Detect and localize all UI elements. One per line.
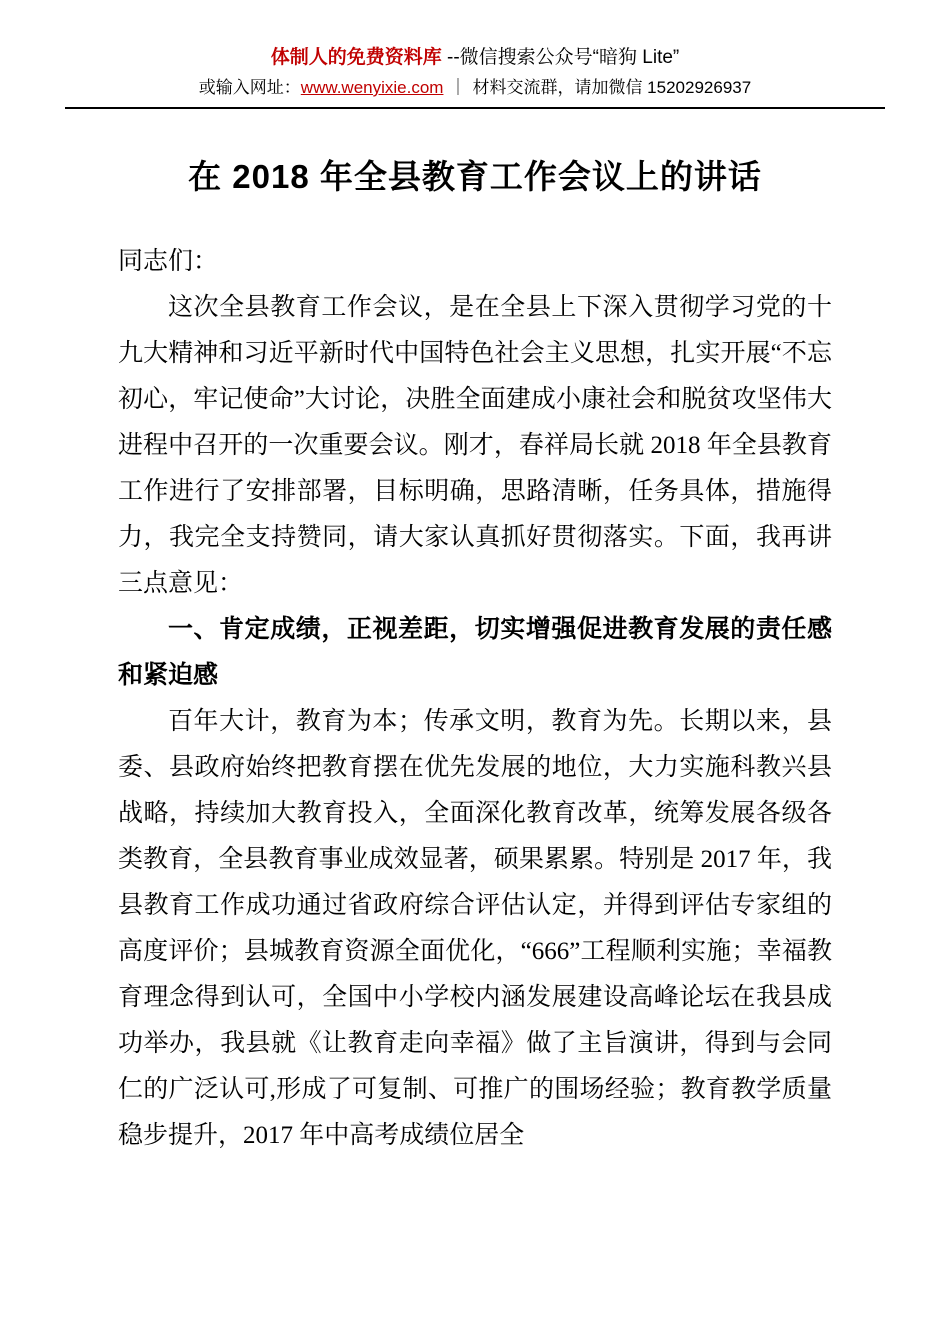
promo-brand-text: 体制人的免费资料库 xyxy=(270,47,442,68)
promo-separator: ｜ xyxy=(449,78,467,97)
promo-header-line-2 xyxy=(0,74,950,101)
header-divider xyxy=(65,107,885,109)
document-body xyxy=(0,155,950,1159)
section-heading-1: 一、肯定成绩，正视差距，切实增强促进教育发展的责任感和紧迫感 xyxy=(118,616,832,689)
promo-url-prefix: 或输入网址： xyxy=(198,78,301,97)
salutation: 同志们： xyxy=(118,248,219,275)
page-title: 在 2018 年全县教育工作会议上的讲话 xyxy=(188,158,762,195)
promo-wechat-group-text: 材料交流群，请加微信 15202926937 xyxy=(472,78,752,97)
promo-wechat-text: --微信搜索公众号“暗狗 Lite” xyxy=(441,47,680,68)
promo-website-link[interactable]: www.wenyixie.com xyxy=(300,78,444,97)
paragraph-1: 这次全县教育工作会议，是在全县上下深入贯彻学习党的十九大精神和习近平新时代中国特色社会主义思想，扎实开展“不忘初心，牢记使命”大讨论，决胜全面建成小康社会和脱贫攻坚伟大进程中召开的一次重要会议。刚才，春祥局长就 2018 年全县教育工作进行了安排部署，目标明确，思路清晰，任务具体，措施得力，我完全支持赞同，请大家认真抓好贯彻落实。下面，我再讲三点意见： xyxy=(118,294,832,597)
promo-header-line-1 xyxy=(0,44,950,72)
promo-header xyxy=(0,0,950,109)
paragraph-2: 百年大计，教育为本；传承文明，教育为先。长期以来，县委、县政府始终把教育摆在优先发展的地位，大力实施科教兴县战略，持续加大教育投入，全面深化教育改革，统筹发展各级各类教育，全县教育事业成效显著，硕果累累。特别是 2017 年，我县教育工作成功通过省政府综合评估认定，并得到评估专家组的高度评价；县城教育资源全面优化，“666”工程顺利实施；幸福教育理念得到认可，全国中小学校内涵发展建设高峰论坛在我县成功举办，我县就《让教育走向幸福》做了主旨演讲，得到与会同仁的广泛认可,形成了可复制、可推广的围场经验；教育教学质量稳步提升，2017 年中高考成绩位居全 xyxy=(118,708,832,1149)
